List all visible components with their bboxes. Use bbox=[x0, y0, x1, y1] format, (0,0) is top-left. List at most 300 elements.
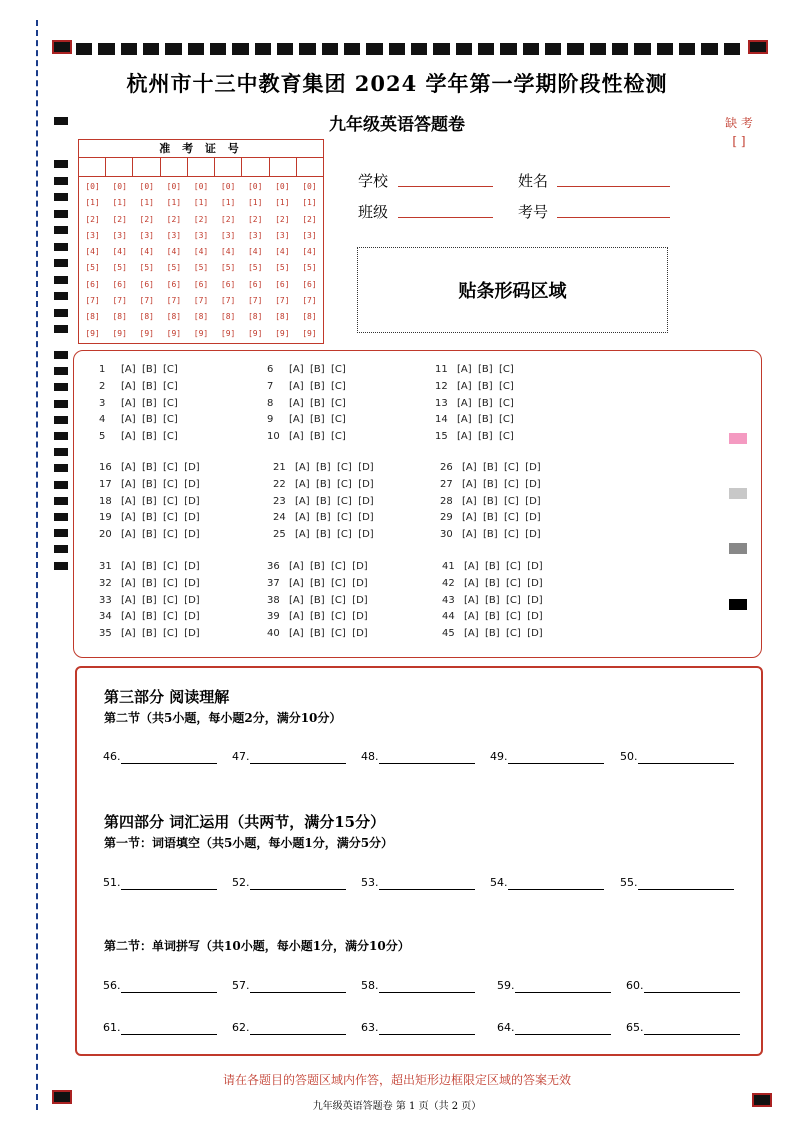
digit-bubble[interactable]: [6] bbox=[85, 279, 100, 289]
answer-options[interactable]: [A] [B] [C] [D] bbox=[289, 628, 368, 640]
question-number: 33 bbox=[99, 594, 112, 606]
question-row[interactable] bbox=[267, 364, 346, 375]
question-number: 44 bbox=[442, 611, 455, 623]
digit-bubble[interactable]: [9] bbox=[247, 328, 263, 338]
question-row[interactable] bbox=[99, 561, 200, 572]
digit-bubble[interactable]: [9] bbox=[85, 328, 100, 338]
answer-blank[interactable] bbox=[103, 979, 217, 993]
blank-line[interactable] bbox=[379, 750, 475, 764]
answer-options[interactable]: [A] [B] [C] [D] bbox=[121, 495, 200, 507]
answer-options[interactable]: [A] [B] [C] [D] bbox=[462, 478, 541, 490]
question-row[interactable] bbox=[99, 628, 200, 639]
question-row[interactable] bbox=[442, 578, 543, 589]
exam-no-label: 考号 bbox=[518, 203, 549, 221]
digit-bubble[interactable]: [1] bbox=[193, 198, 209, 208]
timing-mark bbox=[54, 193, 68, 201]
digit-bubble[interactable]: [8] bbox=[193, 312, 209, 322]
blank-line[interactable] bbox=[121, 876, 217, 890]
answer-options[interactable]: [A] [B] [C] [D] bbox=[289, 561, 368, 572]
blank-line[interactable] bbox=[250, 750, 346, 764]
answer-options[interactable]: [A] [B] [C] bbox=[121, 431, 178, 443]
answer-options[interactable]: [A] [B] [C] [D] bbox=[295, 529, 374, 541]
question-row[interactable] bbox=[435, 414, 514, 425]
answer-blank[interactable] bbox=[103, 750, 217, 764]
digit-bubble[interactable]: [0] bbox=[247, 182, 263, 191]
exam-no-field[interactable] bbox=[557, 217, 670, 218]
digit-bubble[interactable]: [3] bbox=[220, 230, 236, 240]
digit-bubble[interactable]: [3] bbox=[193, 230, 209, 240]
digit-bubble[interactable]: [9] bbox=[112, 328, 127, 338]
question-number: 19 bbox=[99, 512, 112, 524]
digit-bubble[interactable]: [9] bbox=[275, 328, 290, 338]
page-subtitle: 九年级英语答题卷 bbox=[329, 115, 465, 135]
blank-line[interactable] bbox=[121, 750, 217, 764]
absent-box[interactable]: [ ] bbox=[732, 134, 746, 148]
answer-options[interactable]: [A] [B] [C] [D] bbox=[462, 462, 541, 473]
digit-bubble[interactable]: [3] bbox=[139, 230, 154, 240]
digit-bubble[interactable]: [6] bbox=[247, 279, 263, 289]
blank-number: 58. bbox=[361, 979, 379, 992]
digit-bubble[interactable]: [0] bbox=[139, 182, 154, 191]
digit-bubble[interactable]: [4] bbox=[247, 247, 263, 257]
answer-options[interactable]: [A] [B] [C] [D] bbox=[289, 577, 368, 589]
digit-bubble[interactable]: [8] bbox=[247, 312, 263, 322]
admission-digit-column[interactable] bbox=[106, 179, 133, 342]
digit-bubble[interactable]: [2] bbox=[275, 214, 290, 224]
answer-blank[interactable] bbox=[497, 1021, 611, 1035]
digit-bubble[interactable]: [7] bbox=[193, 296, 209, 306]
blank-number: 57. bbox=[232, 979, 250, 992]
answer-options[interactable]: [A] [B] [C] [D] bbox=[464, 611, 543, 623]
answer-options[interactable]: [A] [B] [C] bbox=[457, 414, 514, 426]
digit-bubble[interactable]: [3] bbox=[302, 230, 317, 240]
page-footer: 九年级英语答题卷 第 1 页（共 2 页） bbox=[312, 1101, 482, 1112]
digit-bubble[interactable]: [5] bbox=[247, 263, 263, 273]
question-row[interactable] bbox=[99, 479, 200, 490]
digit-bubble[interactable]: [1] bbox=[166, 198, 182, 208]
question-number: 22 bbox=[273, 478, 286, 490]
answer-options[interactable]: [A] [B] [C] [D] bbox=[121, 561, 200, 572]
barcode-area[interactable]: 贴条形码区域 bbox=[357, 247, 668, 333]
answer-blank[interactable] bbox=[232, 750, 346, 764]
admission-digit-column[interactable] bbox=[242, 179, 269, 342]
name-label: 姓名 bbox=[518, 172, 549, 190]
blank-number: 52. bbox=[232, 876, 250, 889]
digit-bubble[interactable]: [5] bbox=[302, 263, 317, 273]
timing-mark bbox=[54, 545, 68, 553]
answer-options[interactable]: [A] [B] [C] bbox=[121, 397, 178, 409]
question-row[interactable] bbox=[435, 364, 514, 375]
answer-blank[interactable] bbox=[103, 1021, 217, 1035]
answer-options[interactable]: [A] [B] [C] [D] bbox=[121, 512, 200, 524]
blank-line[interactable] bbox=[121, 979, 217, 993]
digit-bubble[interactable]: [5] bbox=[166, 263, 182, 273]
question-row[interactable] bbox=[267, 611, 368, 622]
answer-options[interactable]: [A] [B] [C] [D] bbox=[462, 529, 541, 541]
question-row[interactable] bbox=[99, 595, 200, 606]
blank-line[interactable] bbox=[379, 1021, 475, 1035]
question-row[interactable] bbox=[440, 512, 541, 523]
color-swatch-light-gray bbox=[729, 488, 747, 499]
timing-mark bbox=[54, 432, 68, 440]
question-row[interactable] bbox=[267, 398, 346, 409]
answer-options[interactable]: [A] [B] [C] bbox=[121, 380, 178, 392]
timing-mark bbox=[54, 226, 68, 234]
question-number: 4 bbox=[99, 414, 106, 426]
digit-bubble[interactable]: [2] bbox=[220, 214, 236, 224]
digit-bubble[interactable]: [0] bbox=[193, 182, 209, 191]
digit-bubble[interactable]: [4] bbox=[220, 247, 236, 257]
admission-digit-column[interactable] bbox=[296, 179, 323, 342]
answer-blank[interactable] bbox=[626, 1021, 740, 1035]
blank-number: 56. bbox=[103, 979, 121, 992]
question-row[interactable] bbox=[435, 398, 514, 409]
timing-mark bbox=[54, 351, 68, 359]
answer-blank[interactable] bbox=[620, 750, 734, 764]
digit-bubble[interactable]: [2] bbox=[139, 214, 154, 224]
digit-bubble[interactable]: [8] bbox=[275, 312, 290, 322]
answer-blank[interactable] bbox=[361, 979, 475, 993]
class-field[interactable] bbox=[398, 217, 493, 218]
question-row[interactable] bbox=[442, 595, 543, 606]
question-number: 34 bbox=[99, 611, 112, 623]
digit-bubble[interactable]: [8] bbox=[220, 312, 236, 322]
digit-bubble[interactable]: [0] bbox=[275, 182, 290, 191]
digit-bubble[interactable]: [5] bbox=[112, 263, 127, 273]
digit-bubble[interactable]: [5] bbox=[220, 263, 236, 273]
digit-bubble[interactable]: [2] bbox=[166, 214, 182, 224]
answer-options[interactable]: [A] [B] [C] [D] bbox=[121, 611, 200, 623]
digit-bubble[interactable]: [2] bbox=[85, 214, 100, 224]
question-row[interactable] bbox=[440, 462, 541, 473]
name-field[interactable] bbox=[557, 186, 670, 187]
school-field[interactable] bbox=[398, 186, 493, 187]
question-row[interactable] bbox=[442, 561, 543, 572]
answer-options[interactable]: [A] [B] [C] [D] bbox=[289, 594, 368, 606]
answer-options[interactable]: [A] [B] [C] [D] bbox=[464, 594, 543, 606]
digit-bubble[interactable]: [6] bbox=[112, 279, 127, 289]
answer-options[interactable]: [A] [B] [C] [D] bbox=[464, 628, 543, 640]
admission-digit-column[interactable] bbox=[133, 179, 160, 342]
answer-options[interactable]: [A] [B] [C] bbox=[121, 414, 178, 426]
admission-write-row[interactable] bbox=[79, 158, 323, 177]
admission-number-grid[interactable] bbox=[78, 139, 324, 344]
question-number: 15 bbox=[435, 431, 448, 443]
digit-bubble[interactable]: [2] bbox=[302, 214, 317, 224]
digit-bubble[interactable]: [7] bbox=[85, 296, 100, 306]
digit-bubble[interactable]: [2] bbox=[112, 214, 127, 224]
question-row[interactable] bbox=[99, 414, 178, 425]
answer-options[interactable]: [A] [B] [C] [D] bbox=[121, 628, 200, 640]
question-number: 40 bbox=[267, 628, 280, 640]
question-row[interactable] bbox=[267, 595, 368, 606]
answer-options[interactable]: [A] [B] [C] bbox=[121, 364, 178, 375]
digit-bubble[interactable]: [7] bbox=[166, 296, 182, 306]
digit-bubble[interactable]: [8] bbox=[85, 312, 100, 322]
question-row[interactable] bbox=[99, 398, 178, 409]
digit-bubble[interactable]: [1] bbox=[220, 198, 236, 208]
question-row[interactable] bbox=[99, 431, 178, 442]
answer-options[interactable]: [A] [B] [C] [D] bbox=[295, 495, 374, 507]
answer-options[interactable]: [A] [B] [C] [D] bbox=[462, 495, 541, 507]
question-row[interactable] bbox=[267, 578, 368, 589]
question-row[interactable] bbox=[440, 496, 541, 507]
answer-options[interactable]: [A] [B] [C] bbox=[289, 431, 346, 443]
answer-blank[interactable] bbox=[497, 979, 611, 993]
digit-bubble[interactable]: [8] bbox=[112, 312, 127, 322]
blank-line[interactable] bbox=[508, 750, 604, 764]
digit-bubble[interactable]: [9] bbox=[220, 328, 236, 338]
blank-line[interactable] bbox=[515, 1021, 611, 1035]
answer-options[interactable]: [A] [B] [C] bbox=[457, 364, 514, 375]
timing-mark bbox=[54, 325, 68, 333]
answer-blank[interactable] bbox=[490, 876, 604, 890]
question-number: 8 bbox=[267, 397, 274, 409]
digit-bubble[interactable]: [0] bbox=[166, 182, 182, 191]
blank-line[interactable] bbox=[508, 876, 604, 890]
blank-line[interactable] bbox=[644, 979, 740, 993]
digit-bubble[interactable]: [8] bbox=[302, 312, 317, 322]
blank-number: 64. bbox=[497, 1021, 515, 1034]
digit-bubble[interactable]: [6] bbox=[166, 279, 182, 289]
digit-bubble[interactable]: [3] bbox=[112, 230, 127, 240]
timing-mark bbox=[54, 481, 68, 489]
question-row[interactable] bbox=[273, 462, 374, 473]
question-number: 32 bbox=[99, 577, 112, 589]
digit-bubble[interactable]: [5] bbox=[193, 263, 209, 273]
blank-number: 46. bbox=[103, 750, 121, 763]
answer-blank[interactable] bbox=[361, 876, 475, 890]
blank-number: 53. bbox=[361, 876, 379, 889]
question-row[interactable] bbox=[442, 628, 543, 639]
blank-line[interactable] bbox=[379, 979, 475, 993]
question-number: 20 bbox=[99, 529, 112, 541]
answer-blank[interactable] bbox=[620, 876, 734, 890]
question-row[interactable] bbox=[99, 529, 200, 540]
question-number: 24 bbox=[273, 512, 286, 524]
digit-bubble[interactable]: [7] bbox=[247, 296, 263, 306]
timing-mark bbox=[54, 309, 68, 317]
answer-options[interactable]: [A] [B] [C] bbox=[457, 380, 514, 392]
digit-bubble[interactable]: [4] bbox=[275, 247, 290, 257]
question-number: 6 bbox=[267, 364, 274, 375]
blank-line[interactable] bbox=[250, 979, 346, 993]
digit-bubble[interactable]: [2] bbox=[193, 214, 209, 224]
digit-bubble[interactable]: [4] bbox=[302, 247, 317, 257]
answer-options[interactable]: [A] [B] [C] [D] bbox=[121, 577, 200, 589]
question-row[interactable] bbox=[435, 431, 514, 442]
timing-mark bbox=[54, 513, 68, 521]
question-row[interactable] bbox=[99, 512, 200, 523]
digit-bubble[interactable]: [6] bbox=[302, 279, 317, 289]
digit-bubble[interactable]: [1] bbox=[247, 198, 263, 208]
answer-blank[interactable] bbox=[626, 979, 740, 993]
question-number: 31 bbox=[99, 561, 112, 572]
digit-bubble[interactable]: [6] bbox=[193, 279, 209, 289]
blank-number: 50. bbox=[620, 750, 638, 763]
digit-bubble[interactable]: [4] bbox=[166, 247, 182, 257]
question-row[interactable] bbox=[442, 611, 543, 622]
digit-bubble[interactable]: [0] bbox=[302, 182, 317, 191]
question-row[interactable] bbox=[435, 381, 514, 392]
answer-options[interactable]: [A] [B] [C] [D] bbox=[464, 561, 543, 572]
page-title: 杭州市十三中教育集团 2024 学年第一学期阶段性检测 bbox=[126, 71, 668, 96]
question-row[interactable] bbox=[267, 561, 368, 572]
question-row[interactable] bbox=[267, 628, 368, 639]
blank-line[interactable] bbox=[250, 876, 346, 890]
answer-blank[interactable] bbox=[361, 1021, 475, 1035]
digit-bubble[interactable]: [8] bbox=[139, 312, 154, 322]
digit-bubble[interactable]: [1] bbox=[275, 198, 290, 208]
question-number: 35 bbox=[99, 628, 112, 640]
question-number: 36 bbox=[267, 561, 280, 572]
answer-options[interactable]: [A] [B] [C] bbox=[289, 397, 346, 409]
digit-bubble[interactable]: [7] bbox=[112, 296, 127, 306]
answer-blank[interactable] bbox=[490, 750, 604, 764]
digit-bubble[interactable]: [0] bbox=[220, 182, 236, 191]
blank-line[interactable] bbox=[515, 979, 611, 993]
digit-bubble[interactable]: [1] bbox=[112, 198, 127, 208]
question-number: 43 bbox=[442, 594, 455, 606]
answer-options[interactable]: [A] [B] [C] [D] bbox=[121, 462, 200, 473]
timing-mark bbox=[54, 562, 68, 570]
digit-bubble[interactable]: [6] bbox=[220, 279, 236, 289]
blank-number: 61. bbox=[103, 1021, 121, 1034]
digit-bubble[interactable]: [9] bbox=[193, 328, 209, 338]
digit-bubble[interactable]: [5] bbox=[275, 263, 290, 273]
question-row[interactable] bbox=[440, 529, 541, 540]
digit-bubble[interactable]: [4] bbox=[139, 247, 154, 257]
digit-bubble[interactable]: [2] bbox=[247, 214, 263, 224]
digit-bubble[interactable]: [7] bbox=[220, 296, 236, 306]
question-row[interactable] bbox=[99, 381, 178, 392]
digit-bubble[interactable]: [9] bbox=[302, 328, 317, 338]
timing-mark bbox=[54, 292, 68, 300]
digit-bubble[interactable]: [5] bbox=[139, 263, 154, 273]
answer-options[interactable]: [A] [B] [C] bbox=[457, 397, 514, 409]
question-row[interactable] bbox=[440, 479, 541, 490]
digit-bubble[interactable]: [5] bbox=[85, 263, 100, 273]
question-row[interactable] bbox=[267, 381, 346, 392]
digit-bubble[interactable]: [6] bbox=[275, 279, 290, 289]
digit-bubble[interactable]: [7] bbox=[139, 296, 154, 306]
blank-line[interactable] bbox=[638, 876, 734, 890]
timing-mark bbox=[54, 276, 68, 284]
answer-options[interactable]: [A] [B] [C] [D] bbox=[295, 478, 374, 490]
digit-bubble[interactable]: [6] bbox=[139, 279, 154, 289]
answer-blank[interactable] bbox=[232, 1021, 346, 1035]
blank-line[interactable] bbox=[250, 1021, 346, 1035]
question-row[interactable] bbox=[99, 611, 200, 622]
question-row[interactable] bbox=[99, 496, 200, 507]
answer-options[interactable]: [A] [B] [C] [D] bbox=[295, 512, 374, 524]
digit-bubble[interactable]: [1] bbox=[85, 198, 100, 208]
digit-bubble[interactable]: [3] bbox=[275, 230, 290, 240]
answer-options[interactable]: [A] [B] [C] bbox=[289, 380, 346, 392]
part3-title: 第三部分 阅读理解 bbox=[104, 688, 230, 706]
digit-bubble[interactable]: [4] bbox=[85, 247, 100, 257]
answer-blank[interactable] bbox=[361, 750, 475, 764]
answer-options[interactable]: [A] [B] [C] bbox=[289, 364, 346, 375]
answer-options[interactable]: [A] [B] [C] [D] bbox=[121, 478, 200, 490]
answer-blank[interactable] bbox=[103, 876, 217, 890]
admission-digit-column[interactable] bbox=[269, 179, 296, 342]
question-number: 27 bbox=[440, 478, 453, 490]
timing-mark bbox=[54, 416, 68, 424]
timing-mark bbox=[54, 160, 68, 168]
admission-digit-column[interactable] bbox=[215, 179, 242, 342]
digit-bubble[interactable]: [3] bbox=[166, 230, 182, 240]
question-row[interactable] bbox=[99, 578, 200, 589]
blank-line[interactable] bbox=[644, 1021, 740, 1035]
digit-bubble[interactable]: [0] bbox=[85, 182, 100, 191]
admission-bubbles[interactable] bbox=[79, 177, 323, 343]
question-number: 5 bbox=[99, 431, 106, 443]
question-number: 28 bbox=[440, 495, 453, 507]
digit-bubble[interactable]: [0] bbox=[112, 182, 127, 191]
question-row[interactable] bbox=[267, 431, 346, 442]
digit-bubble[interactable]: [4] bbox=[112, 247, 127, 257]
question-row[interactable] bbox=[99, 364, 178, 375]
timing-mark bbox=[54, 117, 68, 125]
digit-bubble[interactable]: [7] bbox=[302, 296, 317, 306]
blank-number: 59. bbox=[497, 979, 515, 992]
answer-options[interactable]: [A] [B] [C] bbox=[457, 431, 514, 443]
class-label: 班级 bbox=[358, 203, 389, 221]
admission-digit-column[interactable] bbox=[160, 179, 187, 342]
blank-line[interactable] bbox=[379, 876, 475, 890]
admission-digit-column[interactable] bbox=[79, 179, 106, 342]
question-number: 39 bbox=[267, 611, 280, 623]
question-row[interactable] bbox=[99, 462, 200, 473]
answer-options[interactable]: [A] [B] [C] [D] bbox=[464, 577, 543, 589]
digit-bubble[interactable]: [9] bbox=[139, 328, 154, 338]
digit-bubble[interactable]: [7] bbox=[275, 296, 290, 306]
question-number: 18 bbox=[99, 495, 112, 507]
question-number: 42 bbox=[442, 577, 455, 589]
digit-bubble[interactable]: [1] bbox=[139, 198, 154, 208]
answer-options[interactable]: [A] [B] [C] [D] bbox=[295, 462, 374, 473]
digit-bubble[interactable]: [4] bbox=[193, 247, 209, 257]
digit-bubble[interactable]: [3] bbox=[85, 230, 100, 240]
question-row[interactable] bbox=[273, 512, 374, 523]
digit-bubble[interactable]: [3] bbox=[247, 230, 263, 240]
answer-blank[interactable] bbox=[232, 979, 346, 993]
corner-mark-top-left bbox=[52, 40, 72, 54]
blank-line[interactable] bbox=[638, 750, 734, 764]
timing-mark bbox=[54, 383, 68, 391]
answer-options[interactable]: [A] [B] [C] [D] bbox=[121, 594, 200, 606]
question-row[interactable] bbox=[267, 414, 346, 425]
question-row[interactable] bbox=[273, 496, 374, 507]
answer-options[interactable]: [A] [B] [C] bbox=[289, 414, 346, 426]
color-swatch-gray bbox=[729, 543, 747, 554]
question-row[interactable] bbox=[273, 529, 374, 540]
question-number: 21 bbox=[273, 462, 286, 473]
answer-options[interactable]: [A] [B] [C] [D] bbox=[121, 529, 200, 541]
question-row[interactable] bbox=[273, 479, 374, 490]
admission-digit-column[interactable] bbox=[187, 179, 214, 342]
digit-bubble[interactable]: [8] bbox=[166, 312, 182, 322]
blank-line[interactable] bbox=[121, 1021, 217, 1035]
digit-bubble[interactable]: [9] bbox=[166, 328, 182, 338]
answer-blank[interactable] bbox=[232, 876, 346, 890]
absent-mark[interactable] bbox=[722, 114, 756, 150]
answer-options[interactable]: [A] [B] [C] [D] bbox=[462, 512, 541, 524]
answer-options[interactable]: [A] [B] [C] [D] bbox=[289, 611, 368, 623]
digit-bubble[interactable]: [1] bbox=[302, 198, 317, 208]
part3-section2: 第二节（共5小题，每小题2分，满分10分） bbox=[104, 711, 342, 725]
